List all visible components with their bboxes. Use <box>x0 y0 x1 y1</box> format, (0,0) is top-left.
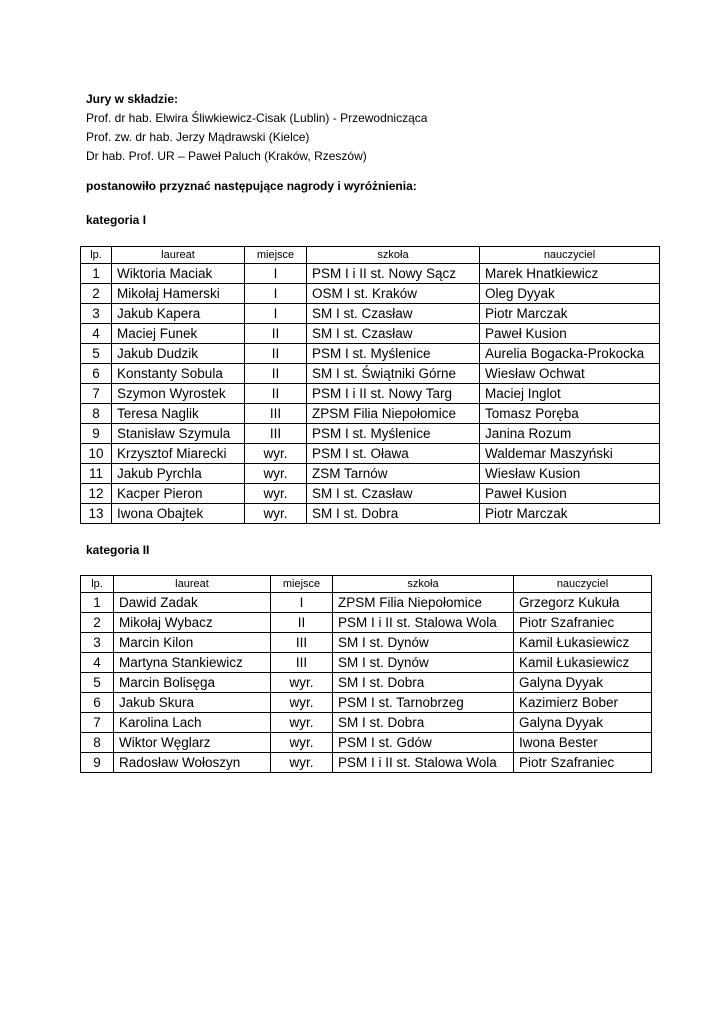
table-row <box>81 304 660 324</box>
cell-szkola: SM I st. Dobra <box>333 673 514 693</box>
cell-szkola: SM I st. Dobra <box>307 504 480 524</box>
cell-laureat: Kacper Pieron <box>112 484 245 504</box>
cell-nauczyciel: Galyna Dyyak <box>514 713 652 733</box>
header-szkola: szkoła <box>307 247 480 264</box>
jury-member-chair: Prof. dr hab. Elwira Śliwkiewicz-Cisak (Lublin) - Przewodnicząca <box>86 111 428 125</box>
cell-miejsce: wyr. <box>245 504 307 524</box>
jury-member: Dr hab. Prof. UR – Paweł Paluch (Kraków, Rzeszów) <box>86 149 367 163</box>
cell-nauczyciel: Galyna Dyyak <box>514 673 652 693</box>
cell-nauczyciel: Grzegorz Kukuła <box>514 593 652 613</box>
table-row <box>81 424 660 444</box>
cell-lp: 3 <box>81 633 114 653</box>
cell-lp: 9 <box>81 753 114 773</box>
cell-laureat: Teresa Naglik <box>112 404 245 424</box>
table-row <box>81 673 652 693</box>
cell-laureat: Wiktor Węglarz <box>114 733 271 753</box>
cell-szkola: SM I st. Czasław <box>307 324 480 344</box>
cell-laureat: Karolina Lach <box>114 713 271 733</box>
jury-heading: Jury w składzie: <box>86 92 179 106</box>
table-row <box>81 733 652 753</box>
table-row <box>81 464 660 484</box>
cell-miejsce: wyr. <box>271 753 333 773</box>
cell-szkola: ZPSM Filia Niepołomice <box>307 404 480 424</box>
cell-szkola: PSM I st. Gdów <box>333 733 514 753</box>
jury-member: Prof. zw. dr hab. Jerzy Mądrawski (Kielce) <box>86 130 310 144</box>
cell-miejsce: II <box>245 364 307 384</box>
cell-laureat: Mikołaj Hamerski <box>112 284 245 304</box>
header-miejsce: miejsce <box>245 247 307 264</box>
cell-miejsce: I <box>271 593 333 613</box>
category-1-title: kategoria I <box>86 213 147 227</box>
table-row <box>81 713 652 733</box>
table-row <box>81 484 660 504</box>
category-1-table <box>80 246 660 524</box>
table-row <box>81 613 652 633</box>
table-row <box>81 384 660 404</box>
cell-miejsce: wyr. <box>271 673 333 693</box>
cell-nauczyciel: Paweł Kusion <box>480 484 660 504</box>
cell-miejsce: wyr. <box>245 464 307 484</box>
cell-laureat: Jakub Skura <box>114 693 271 713</box>
cell-szkola: SM I st. Dynów <box>333 633 514 653</box>
cell-lp: 7 <box>81 384 112 404</box>
header-szkola: szkoła <box>333 576 514 593</box>
cell-szkola: PSM I i II st. Nowy Targ <box>307 384 480 404</box>
cell-nauczyciel: Oleg Dyyak <box>480 284 660 304</box>
cell-laureat: Krzysztof Miarecki <box>112 444 245 464</box>
cell-miejsce: III <box>271 653 333 673</box>
cell-szkola: SM I st. Świątniki Górne <box>307 364 480 384</box>
cell-szkola: PSM I st. Myślenice <box>307 424 480 444</box>
cell-miejsce: I <box>245 284 307 304</box>
cell-lp: 2 <box>81 284 112 304</box>
table-row <box>81 593 652 613</box>
header-miejsce: miejsce <box>271 576 333 593</box>
table-row <box>81 753 652 773</box>
table-header-row <box>81 247 660 264</box>
cell-miejsce: III <box>245 424 307 444</box>
header-laureat: laureat <box>114 576 271 593</box>
cell-laureat: Stanisław Szymula <box>112 424 245 444</box>
cell-lp: 1 <box>81 593 114 613</box>
cell-laureat: Mikołaj Wybacz <box>114 613 271 633</box>
category-2-table <box>80 575 652 773</box>
cell-miejsce: III <box>245 404 307 424</box>
cell-lp: 2 <box>81 613 114 633</box>
cell-lp: 9 <box>81 424 112 444</box>
header-nauczyciel: nauczyciel <box>514 576 652 593</box>
cell-miejsce: wyr. <box>271 693 333 713</box>
cell-szkola: OSM I st. Kraków <box>307 284 480 304</box>
cell-lp: 11 <box>81 464 112 484</box>
cell-nauczyciel: Wiesław Kusion <box>480 464 660 484</box>
table-row <box>81 364 660 384</box>
table-row <box>81 653 652 673</box>
cell-nauczyciel: Piotr Marczak <box>480 304 660 324</box>
cell-lp: 10 <box>81 444 112 464</box>
cell-szkola: SM I st. Czasław <box>307 304 480 324</box>
cell-miejsce: II <box>245 384 307 404</box>
cell-lp: 7 <box>81 713 114 733</box>
cell-laureat: Konstanty Sobula <box>112 364 245 384</box>
cell-nauczyciel: Kamil Łukasiewicz <box>514 633 652 653</box>
header-lp: lp. <box>81 576 114 593</box>
table-row <box>81 693 652 713</box>
cell-szkola: PSM I i II st. Stalowa Wola <box>333 753 514 773</box>
table-row <box>81 284 660 304</box>
cell-miejsce: II <box>271 613 333 633</box>
cell-nauczyciel: Aurelia Bogacka-Prokocka <box>480 344 660 364</box>
cell-miejsce: III <box>271 633 333 653</box>
cell-lp: 8 <box>81 404 112 424</box>
cell-laureat: Dawid Zadak <box>114 593 271 613</box>
cell-miejsce: I <box>245 264 307 284</box>
table-row <box>81 404 660 424</box>
cell-nauczyciel: Waldemar Maszyński <box>480 444 660 464</box>
cell-szkola: SM I st. Czasław <box>307 484 480 504</box>
cell-szkola: ZSM Tarnów <box>307 464 480 484</box>
cell-lp: 6 <box>81 693 114 713</box>
cell-laureat: Jakub Dudzik <box>112 344 245 364</box>
cell-nauczyciel: Paweł Kusion <box>480 324 660 344</box>
cell-szkola: PSM I i II st. Nowy Sącz <box>307 264 480 284</box>
category-2-rows <box>81 593 652 773</box>
header-laureat: laureat <box>112 247 245 264</box>
cell-miejsce: wyr. <box>271 733 333 753</box>
cell-laureat: Wiktoria Maciak <box>112 264 245 284</box>
cell-laureat: Jakub Kapera <box>112 304 245 324</box>
cell-laureat: Jakub Pyrchla <box>112 464 245 484</box>
cell-nauczyciel: Iwona Bester <box>514 733 652 753</box>
cell-miejsce: II <box>245 324 307 344</box>
cell-laureat: Iwona Obajtek <box>112 504 245 524</box>
cell-lp: 3 <box>81 304 112 324</box>
cell-miejsce: wyr. <box>245 444 307 464</box>
cell-laureat: Martyna Stankiewicz <box>114 653 271 673</box>
header-lp: lp. <box>81 247 112 264</box>
cell-lp: 5 <box>81 673 114 693</box>
cell-nauczyciel: Kazimierz Bober <box>514 693 652 713</box>
cell-nauczyciel: Tomasz Poręba <box>480 404 660 424</box>
table-header-row <box>81 576 652 593</box>
cell-laureat: Marcin Kilon <box>114 633 271 653</box>
cell-laureat: Szymon Wyrostek <box>112 384 245 404</box>
cell-nauczyciel: Piotr Szafraniec <box>514 753 652 773</box>
table-row <box>81 344 660 364</box>
cell-nauczyciel: Piotr Marczak <box>480 504 660 524</box>
table-row <box>81 444 660 464</box>
cell-lp: 1 <box>81 264 112 284</box>
cell-miejsce: II <box>245 344 307 364</box>
cell-szkola: SM I st. Dobra <box>333 713 514 733</box>
cell-laureat: Radosław Wołoszyn <box>114 753 271 773</box>
cell-nauczyciel: Kamil Łukasiewicz <box>514 653 652 673</box>
cell-miejsce: wyr. <box>245 484 307 504</box>
header-nauczyciel: nauczyciel <box>480 247 660 264</box>
cell-lp: 13 <box>81 504 112 524</box>
cell-szkola: SM I st. Dynów <box>333 653 514 673</box>
category-2-title: kategoria II <box>86 543 150 557</box>
table-row <box>81 633 652 653</box>
table-row <box>81 324 660 344</box>
cell-lp: 6 <box>81 364 112 384</box>
cell-szkola: PSM I st. Tarnobrzeg <box>333 693 514 713</box>
cell-nauczyciel: Wiesław Ochwat <box>480 364 660 384</box>
decision-statement: postanowiło przyznać następujące nagrody i wyróżnienia: <box>86 179 417 193</box>
cell-szkola: PSM I st. Oława <box>307 444 480 464</box>
jury-section <box>86 90 427 166</box>
cell-lp: 8 <box>81 733 114 753</box>
table-row <box>81 504 660 524</box>
cell-szkola: PSM I st. Myślenice <box>307 344 480 364</box>
cell-lp: 4 <box>81 324 112 344</box>
cell-lp: 5 <box>81 344 112 364</box>
cell-nauczyciel: Janina Rozum <box>480 424 660 444</box>
cell-nauczyciel: Piotr Szafraniec <box>514 613 652 633</box>
cell-miejsce: wyr. <box>271 713 333 733</box>
cell-miejsce: I <box>245 304 307 324</box>
cell-nauczyciel: Marek Hnatkiewicz <box>480 264 660 284</box>
cell-lp: 12 <box>81 484 112 504</box>
cell-laureat: Marcin Bolisęga <box>114 673 271 693</box>
cell-lp: 4 <box>81 653 114 673</box>
cell-nauczyciel: Maciej Inglot <box>480 384 660 404</box>
category-1-rows <box>81 264 660 524</box>
cell-szkola: PSM I i II st. Stalowa Wola <box>333 613 514 633</box>
cell-laureat: Maciej Funek <box>112 324 245 344</box>
cell-szkola: ZPSM Filia Niepołomice <box>333 593 514 613</box>
table-row <box>81 264 660 284</box>
